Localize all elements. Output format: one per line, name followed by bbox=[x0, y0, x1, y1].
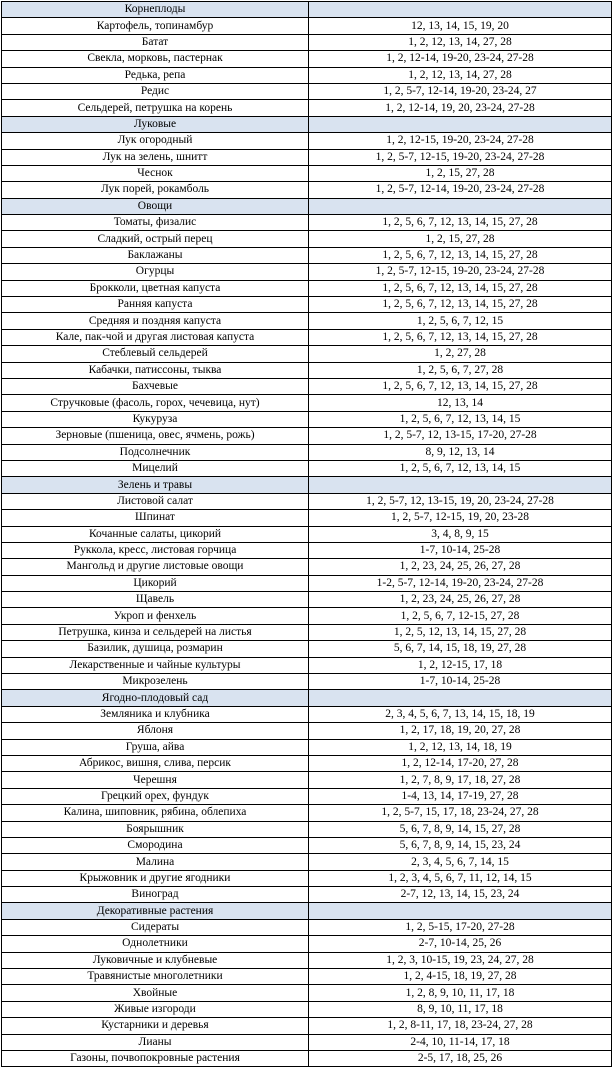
category-row bbox=[2, 690, 612, 706]
days-cell: 5, 6, 7, 8, 9, 14, 15, 23, 24 bbox=[309, 837, 612, 853]
table-row bbox=[2, 739, 612, 755]
crop-name-cell: Луковичные и клубневые bbox=[2, 952, 309, 968]
table-row bbox=[2, 493, 612, 509]
days-cell: 1, 2, 12-14, 19, 20, 23-24, 27-28 bbox=[309, 100, 612, 116]
table-row bbox=[2, 346, 612, 362]
crop-name-cell: Свекла, морковь, пастернак bbox=[2, 51, 309, 67]
crop-name-cell: Чеснок bbox=[2, 165, 309, 181]
crop-name-cell: Базилик, душица, розмарин bbox=[2, 641, 309, 657]
crop-name-cell: Щавель bbox=[2, 592, 309, 608]
crop-name-cell: Кустарники и деревья bbox=[2, 1018, 309, 1034]
days-cell: 3, 4, 8, 9, 15 bbox=[309, 526, 612, 542]
days-cell: 2, 3, 4, 5, 6, 7, 13, 14, 15, 18, 19 bbox=[309, 706, 612, 722]
planting-days-table bbox=[1, 1, 612, 1067]
days-cell: 1, 2, 12-15, 17, 18 bbox=[309, 657, 612, 673]
table-row bbox=[2, 936, 612, 952]
days-cell: 1, 2, 12, 13, 14, 27, 28 bbox=[309, 34, 612, 50]
crop-name-cell: Груша, айва bbox=[2, 739, 309, 755]
days-cell: 1, 2, 5-7, 12-14, 19-20, 23-24, 27-28 bbox=[309, 182, 612, 198]
table-row bbox=[2, 1034, 612, 1050]
crop-name-cell: Кале, пак-чой и другая листовая капуста bbox=[2, 329, 309, 345]
days-cell: 1, 2, 15, 27, 28 bbox=[309, 231, 612, 247]
table-row bbox=[2, 329, 612, 345]
table-row bbox=[2, 624, 612, 640]
table-row bbox=[2, 149, 612, 165]
table-row bbox=[2, 1001, 612, 1017]
crop-name-cell: Зерновые (пшеница, овес, ячмень, рожь) bbox=[2, 428, 309, 444]
days-cell: 1, 2, 5, 6, 7, 27, 28 bbox=[309, 362, 612, 378]
days-cell: 1, 2, 5, 6, 7, 12, 13, 14, 15, 27, 28 bbox=[309, 378, 612, 394]
crop-name-cell: Лук огородный bbox=[2, 133, 309, 149]
crop-name-cell: Бахчевые bbox=[2, 378, 309, 394]
table-row bbox=[2, 788, 612, 804]
crop-name-cell: Живые изгороди bbox=[2, 1001, 309, 1017]
category-title-blank-cell bbox=[309, 198, 612, 214]
days-cell: 1, 2, 5-7, 12, 13-15, 17-20, 27-28 bbox=[309, 428, 612, 444]
table-row bbox=[2, 854, 612, 870]
days-cell: 2-7, 12, 13, 14, 15, 23, 24 bbox=[309, 887, 612, 903]
crop-name-cell: Лук порей, рокамболь bbox=[2, 182, 309, 198]
crop-name-cell: Стеблевый сельдерей bbox=[2, 346, 309, 362]
table-row bbox=[2, 641, 612, 657]
table-row bbox=[2, 280, 612, 296]
days-cell: 1, 2, 3, 10-15, 19, 23, 24, 27, 28 bbox=[309, 952, 612, 968]
days-cell: 1, 2, 15, 27, 28 bbox=[309, 165, 612, 181]
table-row bbox=[2, 67, 612, 83]
crop-name-cell: Калина, шиповник, рябина, облепиха bbox=[2, 805, 309, 821]
table-row bbox=[2, 1018, 612, 1034]
table-row bbox=[2, 772, 612, 788]
table-row bbox=[2, 313, 612, 329]
crop-name-cell: Грецкий орех, фундук bbox=[2, 788, 309, 804]
table-row bbox=[2, 985, 612, 1001]
days-cell: 1, 2, 12-14, 19-20, 23-24, 27-28 bbox=[309, 51, 612, 67]
days-cell: 12, 13, 14 bbox=[309, 395, 612, 411]
category-title: Корнеплоды bbox=[2, 2, 309, 18]
days-cell: 1, 2, 5, 6, 7, 12, 13, 14, 15, 27, 28 bbox=[309, 247, 612, 263]
crop-name-cell: Укроп и фенхель bbox=[2, 608, 309, 624]
table-row bbox=[2, 723, 612, 739]
category-title: Зелень и травы bbox=[2, 477, 309, 493]
table-row bbox=[2, 18, 612, 34]
crop-name-cell: Кукуруза bbox=[2, 411, 309, 427]
days-cell: 1, 2, 12-15, 19-20, 23-24, 27-28 bbox=[309, 133, 612, 149]
crop-name-cell: Сидераты bbox=[2, 919, 309, 935]
table-row bbox=[2, 870, 612, 886]
table-row bbox=[2, 821, 612, 837]
table-row bbox=[2, 657, 612, 673]
days-cell: 2-7, 10-14, 25, 26 bbox=[309, 936, 612, 952]
table-row bbox=[2, 378, 612, 394]
table-row bbox=[2, 395, 612, 411]
table-row bbox=[2, 247, 612, 263]
category-row bbox=[2, 2, 612, 18]
crop-name-cell: Мангольд и другие листовые овощи bbox=[2, 559, 309, 575]
table-row bbox=[2, 165, 612, 181]
crop-name-cell: Кабачки, патиссоны, тыква bbox=[2, 362, 309, 378]
table-row bbox=[2, 231, 612, 247]
days-cell: 1-7, 10-14, 25-28 bbox=[309, 542, 612, 558]
days-cell: 1, 2, 5-15, 17-20, 27-28 bbox=[309, 919, 612, 935]
days-cell: 2-4, 10, 11-14, 17, 18 bbox=[309, 1034, 612, 1050]
crop-name-cell: Лианы bbox=[2, 1034, 309, 1050]
table-row bbox=[2, 444, 612, 460]
table-row bbox=[2, 919, 612, 935]
days-cell: 12, 13, 14, 15, 19, 20 bbox=[309, 18, 612, 34]
category-title-blank-cell bbox=[309, 690, 612, 706]
table-body bbox=[2, 2, 612, 1067]
crop-name-cell: Травянистые многолетники bbox=[2, 969, 309, 985]
days-cell: 1, 2, 5, 6, 7, 12, 13, 14, 15 bbox=[309, 460, 612, 476]
crop-name-cell: Микрозелень bbox=[2, 674, 309, 690]
category-row bbox=[2, 198, 612, 214]
crop-name-cell: Кочанные салаты, цикорий bbox=[2, 526, 309, 542]
category-title: Ягодно-плодовый сад bbox=[2, 690, 309, 706]
category-row bbox=[2, 903, 612, 919]
crop-name-cell: Мицелий bbox=[2, 460, 309, 476]
table-row bbox=[2, 526, 612, 542]
category-title-blank-cell bbox=[309, 903, 612, 919]
table-row bbox=[2, 133, 612, 149]
days-cell: 1, 2, 5, 6, 7, 12, 13, 14, 15, 27, 28 bbox=[309, 215, 612, 231]
table-row bbox=[2, 51, 612, 67]
days-cell: 1, 2, 5-7, 15, 17, 18, 23-24, 27, 28 bbox=[309, 805, 612, 821]
crop-name-cell: Абрикос, вишня, слива, персик bbox=[2, 755, 309, 771]
days-cell: 1, 2, 5-7, 12, 13-15, 19, 20, 23-24, 27-28 bbox=[309, 493, 612, 509]
crop-name-cell: Батат bbox=[2, 34, 309, 50]
crop-name-cell: Редька, репа bbox=[2, 67, 309, 83]
days-cell: 1, 2, 27, 28 bbox=[309, 346, 612, 362]
crop-name-cell: Крыжовник и другие ягодники bbox=[2, 870, 309, 886]
table-row bbox=[2, 297, 612, 313]
crop-name-cell: Хвойные bbox=[2, 985, 309, 1001]
crop-name-cell: Смородина bbox=[2, 837, 309, 853]
table-row bbox=[2, 428, 612, 444]
crop-name-cell: Виноград bbox=[2, 887, 309, 903]
days-cell: 1, 2, 12, 13, 14, 27, 28 bbox=[309, 67, 612, 83]
crop-name-cell: Шпинат bbox=[2, 510, 309, 526]
table-row bbox=[2, 411, 612, 427]
days-cell: 1, 2, 5-7, 12-15, 19-20, 23-24, 27-28 bbox=[309, 264, 612, 280]
days-cell: 1-7, 10-14, 25-28 bbox=[309, 674, 612, 690]
table-row bbox=[2, 83, 612, 99]
table-row bbox=[2, 592, 612, 608]
crop-name-cell: Редис bbox=[2, 83, 309, 99]
days-cell: 8, 9, 10, 11, 17, 18 bbox=[309, 1001, 612, 1017]
table-row bbox=[2, 542, 612, 558]
crop-name-cell: Томаты, физалис bbox=[2, 215, 309, 231]
days-cell: 1, 2, 12, 13, 14, 18, 19 bbox=[309, 739, 612, 755]
crop-name-cell: Лекарственные и чайные культуры bbox=[2, 657, 309, 673]
crop-name-cell: Малина bbox=[2, 854, 309, 870]
days-cell: 1, 2, 23, 24, 25, 26, 27, 28 bbox=[309, 592, 612, 608]
category-title: Луковые bbox=[2, 116, 309, 132]
crop-name-cell: Ранняя капуста bbox=[2, 297, 309, 313]
days-cell: 1, 2, 5, 6, 7, 12, 13, 14, 15, 27, 28 bbox=[309, 329, 612, 345]
table-row bbox=[2, 887, 612, 903]
days-cell: 1-4, 13, 14, 17-19, 27, 28 bbox=[309, 788, 612, 804]
days-cell: 1, 2, 5-7, 12-14, 19-20, 23-24, 27 bbox=[309, 83, 612, 99]
days-cell: 1, 2, 5, 12, 13, 14, 15, 27, 28 bbox=[309, 624, 612, 640]
days-cell: 1, 2, 4-15, 18, 19, 27, 28 bbox=[309, 969, 612, 985]
days-cell: 2-5, 17, 18, 25, 26 bbox=[309, 1051, 612, 1067]
category-title-blank-cell bbox=[309, 2, 612, 18]
table-row bbox=[2, 755, 612, 771]
days-cell: 2, 3, 4, 5, 6, 7, 14, 15 bbox=[309, 854, 612, 870]
category-title-blank-cell bbox=[309, 116, 612, 132]
days-cell: 1, 2, 5-7, 12-15, 19-20, 23-24, 27-28 bbox=[309, 149, 612, 165]
days-cell: 1, 2, 17, 18, 19, 20, 27, 28 bbox=[309, 723, 612, 739]
days-cell: 5, 6, 7, 14, 15, 18, 19, 27, 28 bbox=[309, 641, 612, 657]
category-title-blank-cell bbox=[309, 477, 612, 493]
table-row bbox=[2, 706, 612, 722]
days-cell: 1, 2, 8, 9, 10, 11, 17, 18 bbox=[309, 985, 612, 1001]
crop-name-cell: Лук на зелень, шнитт bbox=[2, 149, 309, 165]
crop-name-cell: Земляника и клубника bbox=[2, 706, 309, 722]
table-row bbox=[2, 1051, 612, 1067]
table-row bbox=[2, 182, 612, 198]
table-row bbox=[2, 215, 612, 231]
table-row bbox=[2, 510, 612, 526]
days-cell: 5, 6, 7, 8, 9, 14, 15, 27, 28 bbox=[309, 821, 612, 837]
table-row bbox=[2, 674, 612, 690]
crop-name-cell: Цикорий bbox=[2, 575, 309, 591]
category-title: Декоративные растения bbox=[2, 903, 309, 919]
crop-name-cell: Руккола, кресс, листовая горчица bbox=[2, 542, 309, 558]
days-cell: 1, 2, 5, 6, 7, 12, 15 bbox=[309, 313, 612, 329]
days-cell: 1, 2, 5, 6, 7, 12-15, 27, 28 bbox=[309, 608, 612, 624]
days-cell: 1-2, 5-7, 12-14, 19-20, 23-24, 27-28 bbox=[309, 575, 612, 591]
days-cell: 8, 9, 12, 13, 14 bbox=[309, 444, 612, 460]
crop-name-cell: Картофель, топинамбур bbox=[2, 18, 309, 34]
table-row bbox=[2, 34, 612, 50]
days-cell: 1, 2, 8-11, 17, 18, 23-24, 27, 28 bbox=[309, 1018, 612, 1034]
days-cell: 1, 2, 5, 6, 7, 12, 13, 14, 15, 27, 28 bbox=[309, 297, 612, 313]
days-cell: 1, 2, 3, 4, 5, 6, 7, 11, 12, 14, 15 bbox=[309, 870, 612, 886]
crop-name-cell: Сладкий, острый перец bbox=[2, 231, 309, 247]
table-row bbox=[2, 264, 612, 280]
table-row bbox=[2, 837, 612, 853]
crop-name-cell: Листовой салат bbox=[2, 493, 309, 509]
table-row bbox=[2, 575, 612, 591]
crop-name-cell: Яблоня bbox=[2, 723, 309, 739]
days-cell: 1, 2, 23, 24, 25, 26, 27, 28 bbox=[309, 559, 612, 575]
days-cell: 1, 2, 5-7, 12-15, 19, 20, 23-28 bbox=[309, 510, 612, 526]
table-row bbox=[2, 559, 612, 575]
crop-name-cell: Сельдерей, петрушка на корень bbox=[2, 100, 309, 116]
crop-name-cell: Брокколи, цветная капуста bbox=[2, 280, 309, 296]
table-row bbox=[2, 362, 612, 378]
category-title: Овощи bbox=[2, 198, 309, 214]
table-row bbox=[2, 100, 612, 116]
crop-name-cell: Петрушка, кинза и сельдерей на листья bbox=[2, 624, 309, 640]
table-row bbox=[2, 460, 612, 476]
days-cell: 1, 2, 7, 8, 9, 17, 18, 27, 28 bbox=[309, 772, 612, 788]
crop-name-cell: Средняя и поздняя капуста bbox=[2, 313, 309, 329]
table-row bbox=[2, 608, 612, 624]
crop-name-cell: Подсолнечник bbox=[2, 444, 309, 460]
days-cell: 1, 2, 5, 6, 7, 12, 13, 14, 15, 27, 28 bbox=[309, 280, 612, 296]
table-row bbox=[2, 952, 612, 968]
days-cell: 1, 2, 5, 6, 7, 12, 13, 14, 15 bbox=[309, 411, 612, 427]
crop-name-cell: Баклажаны bbox=[2, 247, 309, 263]
category-row bbox=[2, 116, 612, 132]
table-row bbox=[2, 969, 612, 985]
category-row bbox=[2, 477, 612, 493]
days-cell: 1, 2, 12-14, 17-20, 27, 28 bbox=[309, 755, 612, 771]
crop-name-cell: Однолетники bbox=[2, 936, 309, 952]
crop-name-cell: Огурцы bbox=[2, 264, 309, 280]
table-row bbox=[2, 805, 612, 821]
crop-name-cell: Черешня bbox=[2, 772, 309, 788]
crop-name-cell: Газоны, почвопокровные растения bbox=[2, 1051, 309, 1067]
crop-name-cell: Боярышник bbox=[2, 821, 309, 837]
crop-name-cell: Стручковые (фасоль, горох, чечевица, нут) bbox=[2, 395, 309, 411]
